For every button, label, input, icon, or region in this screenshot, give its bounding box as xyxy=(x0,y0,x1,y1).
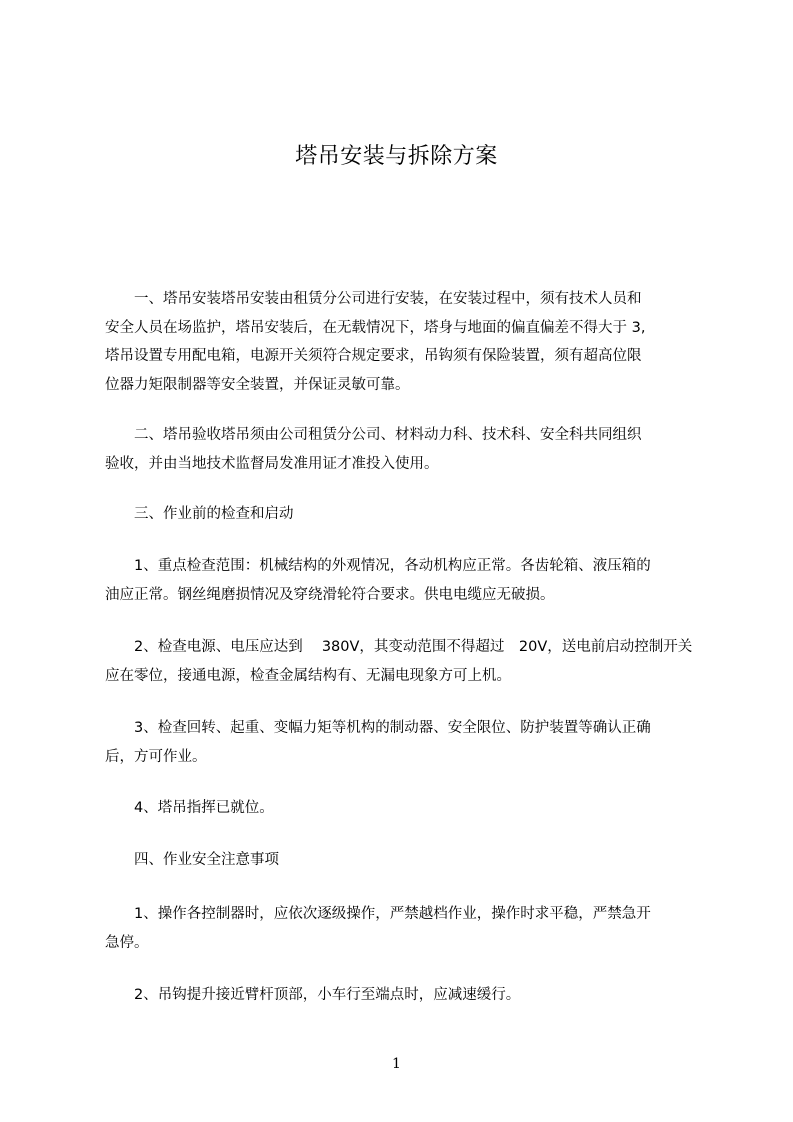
paragraph-line: 三、作业前的检查和启动 xyxy=(105,506,294,522)
paragraph-line: 2、吊钩提升接近臂杆顶部，小车行至端点时，应减速缓行。 xyxy=(105,987,521,1003)
paragraph-hook-lifting xyxy=(105,981,708,1010)
section-heading-pre-operation xyxy=(105,500,708,529)
page-number: 1 xyxy=(392,1056,401,1072)
paragraph-check-scope xyxy=(105,552,708,609)
paragraph-check-power xyxy=(105,633,708,690)
paragraph-line: 后，方可作业。 xyxy=(105,748,207,765)
paragraph-signal-ready xyxy=(105,794,708,823)
paragraph-line: 1、操作各控制器时，应依次逐级操作，严禁越档作业，操作时求平稳，严禁急开 xyxy=(105,906,651,922)
paragraph-line: 安全人员在场监护，塔吊安装后，在无载情况下，塔身与地面的偏直偏差不得大于 3, xyxy=(105,319,646,336)
paragraph-check-brakes xyxy=(105,714,708,771)
document-title: 塔吊安装与拆除方案 xyxy=(295,144,498,169)
paragraph-line: 3、检查回转、起重、变幅力矩等机构的制动器、安全限位、防护装置等确认正确 xyxy=(105,720,651,736)
paragraph-line: 4、塔吊指挥已就位。 xyxy=(105,800,274,816)
paragraph-controller-operation xyxy=(105,900,708,957)
paragraph-line: 二、塔吊验收塔吊须由公司租赁分公司、材料动力科、技术科、安全科共同组织 xyxy=(105,427,642,443)
paragraph-line: 一、塔吊安装塔吊安装由租赁分公司进行安装，在安装过程中，须有技术人员和 xyxy=(105,291,642,307)
paragraph-line: 急停。 xyxy=(105,934,149,951)
paragraph-line: 塔吊设置专用配电箱，电源开关须符合规定要求，吊钩须有保险装置，须有超高位限 xyxy=(105,348,642,364)
paragraph-line: 1、重点检查范围：机械结构的外观情况，各动机构应正常。各齿轮箱、液压箱的 xyxy=(105,558,651,574)
paragraph-line: 应在零位，接通电源，检查金属结构有、无漏电现象方可上机。 xyxy=(105,667,511,684)
paragraph-acceptance xyxy=(105,421,708,478)
section-heading-safety xyxy=(105,846,708,875)
paragraph-line: 验收，并由当地技术监督局发准用证才准投入使用。 xyxy=(105,455,439,472)
paragraph-line: 油应正常。钢丝绳磨损情况及穿绕滑轮符合要求。供电电缆应无破损。 xyxy=(105,586,555,603)
paragraph-line: 2、检查电源、电压应达到 380V，其变动范围不得超过 20V，送电前启动控制开关 xyxy=(105,639,693,655)
paragraph-installation xyxy=(105,285,708,399)
paragraph-line: 位器力矩限制器等安全装置，并保证灵敏可靠。 xyxy=(105,376,410,393)
paragraph-line: 四、作业安全注意事项 xyxy=(105,852,279,868)
